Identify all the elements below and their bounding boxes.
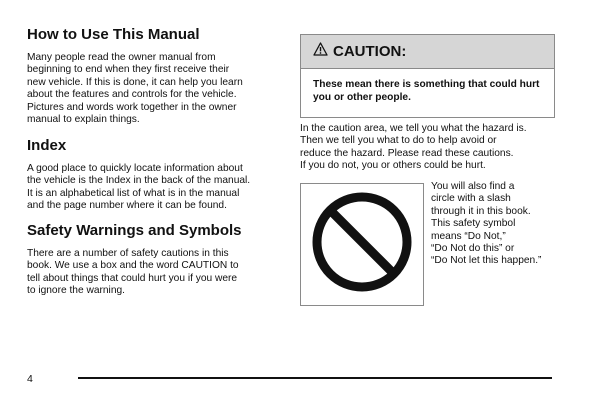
section-heading-safety: Safety Warnings and Symbols (27, 222, 242, 239)
do-not-symbol-icon (310, 190, 414, 299)
footer-rule (78, 377, 552, 379)
caution-title: CAUTION: (333, 43, 407, 60)
section-text-safety: There are a number of safety cautions in this book. We use a box and the word CAUTION to tell about things that could hurt you if you were to ignore the warning. (27, 248, 239, 297)
section-text-index: A good place to quickly locate information about the vehicle is the Index in the back of the manual. It is an alphabetical list of what is in the manual and the page number where it can be found. (27, 163, 251, 212)
section-text-how-to-use: Many people read the owner manual from beginning to end when they first receive their new vehicle. If this is done, it can help you learn about the features and controls for the vehicle. Pictures and words work together in the owner manual to explain things. (27, 52, 243, 126)
section-heading-index: Index (27, 137, 67, 154)
symbol-box (300, 183, 424, 306)
caution-text: These mean there is something that could hurt you or other people. (313, 79, 540, 103)
warning-triangle-icon (313, 42, 328, 61)
caution-box (300, 34, 555, 118)
caution-area-text: In the caution area, we tell you what the hazard is. Then we tell you what to do to help avoid or reduce the hazard. Please read these cautions. If you do not, you or others could be hurt. (300, 123, 527, 172)
page-number: 4 (27, 373, 33, 385)
section-heading-how-to-use: How to Use This Manual (27, 26, 200, 43)
symbol-description: You will also find a circle with a slash through it in this book. This safety symbol means “Do Not,” “Do Not do this” or “Do Not let this happen.” (431, 181, 542, 267)
caution-header (301, 35, 554, 69)
